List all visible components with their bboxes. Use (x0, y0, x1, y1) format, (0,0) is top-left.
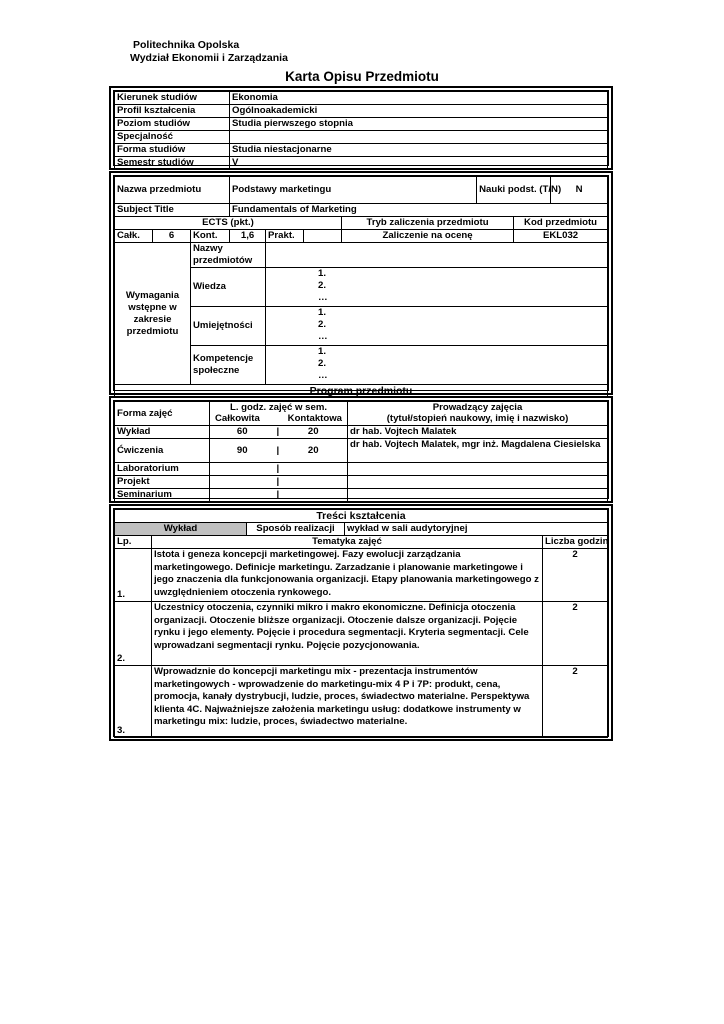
subject-title-row (115, 204, 608, 217)
prakt-label: Prakt. (266, 230, 304, 243)
separator: | (276, 426, 280, 437)
prowadzacy-label: Prowadzący zajęcia (432, 402, 523, 413)
godz-label: L. godz. zajęć w sem. (229, 402, 328, 413)
program-title: Program przedmiotu (115, 385, 608, 398)
study-info-row (115, 105, 608, 118)
program-row (115, 439, 608, 463)
item-2: 2. (318, 280, 327, 291)
nazwy-label: Nazwy przedmiotów (191, 243, 266, 268)
lp: 3. (115, 666, 152, 738)
lp: 2. (115, 602, 152, 666)
label: Specjalność (115, 131, 230, 144)
prowadzacy (348, 463, 608, 476)
item-more: … (318, 370, 328, 381)
faculty-name: Wydział Ekonomii i Zarządzania (130, 52, 288, 64)
item-2: 2. (318, 319, 327, 330)
value (230, 131, 608, 144)
item-more: … (318, 331, 328, 342)
tryb-label: Tryb zaliczenia przedmiotu (342, 217, 514, 230)
ects-values-row (115, 230, 608, 243)
kompetencje-items (266, 346, 608, 385)
value: Studia niestacjonarne (230, 144, 608, 157)
forma: Laboratorium (115, 463, 210, 476)
kod-value: EKL032 (514, 230, 608, 243)
wiedza-items (266, 268, 608, 307)
lp-label: Lp. (115, 536, 152, 549)
topic: Uczestnicy otoczenia, czynniki mikro i makro ekonomiczne. Definicja otoczenia organizacji. Otoczenie bliższe organizacji. Otoczenie dalsze organizacji. Pojęcie rynku i jego elementy. Pojęcie i procedura segmentacji. Kryteria segmentacji. Cele wprowadzani segmentacji rynku. Pojęcie pozycjonowania. (152, 602, 543, 666)
label: Kierunek studiów (115, 92, 230, 105)
item-1: 1. (318, 307, 327, 318)
content-title: Treści kształcenia (115, 510, 608, 523)
tematyka-label: Tematyka zajęć (152, 536, 543, 549)
content-box (109, 504, 613, 741)
forma-label: Forma zajęć (115, 402, 210, 426)
prowadzacy: dr hab. Vojtech Malatek, mgr inż. Magdalena Ciesielska (348, 439, 608, 463)
wyklad-label: Wykład (115, 523, 247, 536)
forma: Ćwiczenia (115, 439, 210, 463)
liczba-label: Liczba godzin (543, 536, 608, 549)
kont: 20 (280, 439, 348, 463)
kont-value: 1,6 (230, 230, 266, 243)
content-header-row (115, 536, 608, 549)
nazwy-value (266, 243, 608, 268)
value: Ekonomia (230, 92, 608, 105)
forma: Projekt (115, 476, 210, 489)
calk-label: Całk. (115, 230, 153, 243)
subject-table (114, 176, 608, 398)
subject-title-value: Fundamentals of Marketing (230, 204, 608, 217)
ects-header-row (115, 217, 608, 230)
study-info-row (115, 92, 608, 105)
subject-name-row (115, 177, 608, 204)
sposob-value: wykład w sali audytoryjnej (345, 523, 608, 536)
calk: 90 (210, 439, 275, 463)
umiejetnosci-label: Umiejętności (191, 307, 266, 346)
umiejetnosci-items (266, 307, 608, 346)
topic: Wprowadznie do koncepcji marketingu mix - prezentacja instrumentów marketingowych - wprowadzenie do marketingu-mix 4 P i 7P: produkt, cena, promocja, kanały dystrybucji, ludzie, proces, świadectwo materialne. Perspektywa klienta 4C. Najważniejsze założenia marketingu usług: dodatkowe instrumenty w marketingu mix: ludzie, proces, świadectwo materialne. (152, 666, 543, 738)
study-info-row (115, 144, 608, 157)
req-names-row (115, 243, 608, 268)
program-row (115, 489, 608, 502)
study-info-row (115, 118, 608, 131)
godz-subheaders (212, 413, 345, 424)
tryb-value: Zaliczenie na ocenę (342, 230, 514, 243)
kont (280, 489, 348, 502)
separator: | (275, 439, 280, 463)
content-row (115, 549, 608, 602)
label: Poziom studiów (115, 118, 230, 131)
godz-header (210, 402, 348, 426)
hours: 2 (543, 666, 608, 738)
item-1: 1. (318, 346, 327, 357)
separator: | (276, 489, 280, 500)
study-info-box (109, 86, 613, 170)
prowadzacy-header (348, 402, 608, 426)
content-title-row (115, 510, 608, 523)
content-row (115, 666, 608, 738)
value: Ogólnoakademicki (230, 105, 608, 118)
requirements-label: Wymagania wstępne w zakresie przedmiotu (115, 243, 191, 385)
study-info-table (114, 91, 608, 170)
program-row (115, 426, 608, 439)
prakt-value (304, 230, 342, 243)
sposob-label: Sposób realizacji (247, 523, 345, 536)
hours: 2 (543, 602, 608, 666)
kont (280, 476, 348, 489)
content-wyklad-row (115, 523, 608, 536)
subject-title-label: Subject Title (115, 204, 230, 217)
nauki-value: N (551, 177, 608, 204)
kontaktowa-label: Kontaktowa (287, 413, 343, 424)
content-table (114, 509, 608, 738)
prowadzacy: dr hab. Vojtech Malatek (348, 426, 608, 439)
content-row (115, 602, 608, 666)
label: Profil kształcenia (115, 105, 230, 118)
separator: | (276, 476, 280, 487)
value: V (230, 157, 608, 170)
prowadzacy (348, 476, 608, 489)
kod-label: Kod przedmiotu (514, 217, 608, 230)
program-table (114, 401, 608, 502)
calk (210, 476, 275, 489)
label: Semestr studiów (115, 157, 230, 170)
calk (210, 463, 275, 476)
prowadzacy-sub: (tytuł/stopień naukowy, imię i nazwisko) (386, 413, 569, 424)
page-title: Karta Opisu Przedmiotu (285, 69, 439, 84)
label: Forma studiów (115, 144, 230, 157)
calkowita-label: Całkowita (215, 413, 260, 424)
program-box (109, 396, 613, 503)
kont: 20 (280, 426, 348, 439)
kompetencje-label: Kompetencje społeczne (191, 346, 266, 385)
item-more: … (318, 292, 328, 303)
calk (210, 489, 275, 502)
wiedza-label: Wiedza (191, 268, 266, 307)
program-header-row (115, 402, 608, 426)
forma: Wykład (115, 426, 210, 439)
study-info-row (115, 157, 608, 170)
name-label: Nazwa przedmiotu (115, 177, 230, 204)
item-2: 2. (318, 358, 327, 369)
study-info-row (115, 131, 608, 144)
lp: 1. (115, 549, 152, 602)
program-row (115, 463, 608, 476)
name-value: Podstawy marketingu (230, 177, 477, 204)
prowadzacy (348, 489, 608, 502)
nauki-label: Nauki podst. (T/N) (477, 177, 551, 204)
hours: 2 (543, 549, 608, 602)
kont-label: Kont. (191, 230, 230, 243)
value: Studia pierwszego stopnia (230, 118, 608, 131)
program-row (115, 476, 608, 489)
topic: Istota i geneza koncepcji marketingowej. Fazy ewolucji zarządzania marketingowego. Definicje marketingu. Zarzadzanie i planowanie marketingowe i jego znaczenia dla funkcjonowania organizacji. Etapy planowania marketingowego z uwzględnieniem otoczenia rynkowego. (152, 549, 543, 602)
forma: Seminarium (115, 489, 210, 502)
calk-value: 6 (153, 230, 191, 243)
university-name: Politechnika Opolska (133, 39, 240, 51)
item-1: 1. (318, 268, 327, 279)
ects-label: ECTS (pkt.) (115, 217, 342, 230)
separator: | (276, 463, 280, 474)
kont (280, 463, 348, 476)
calk: 60 (210, 426, 275, 439)
subject-box (109, 171, 613, 395)
